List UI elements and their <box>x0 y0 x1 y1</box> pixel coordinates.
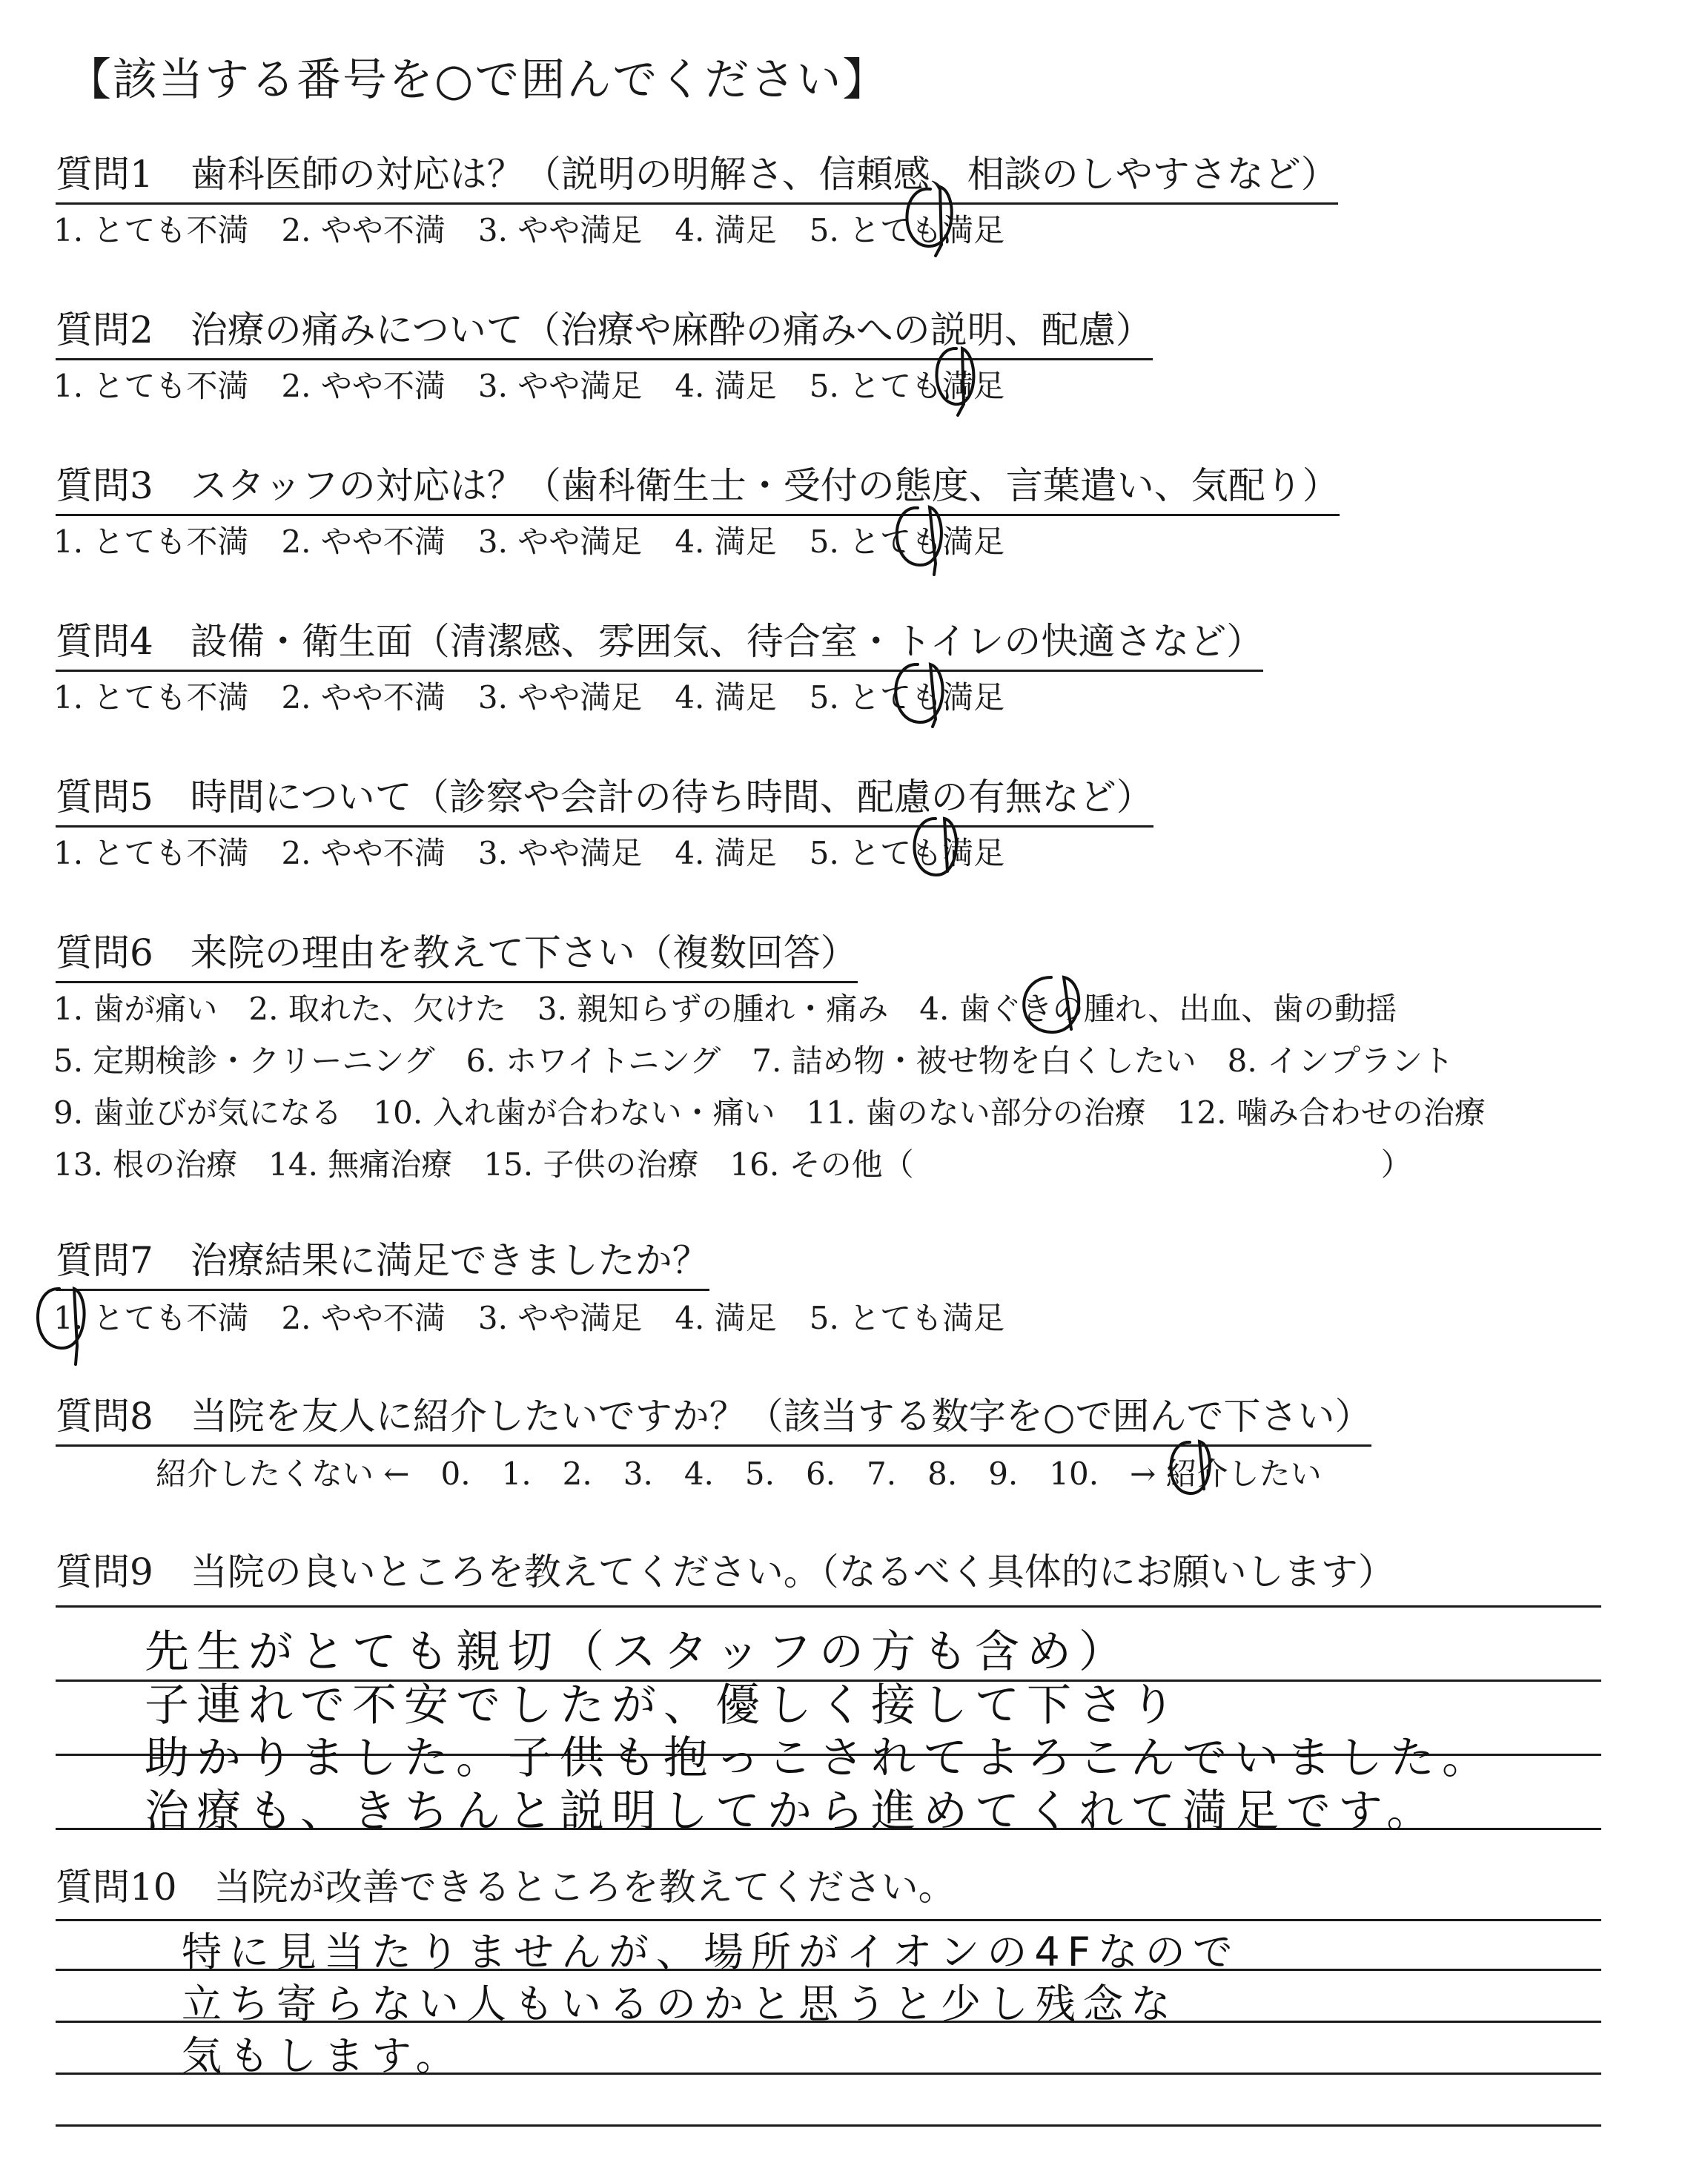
q3-option-2[interactable]: 2. やや不満 <box>281 524 446 560</box>
q9-answer-line-2: 子連れで不安でしたが、優しく接して下さり <box>145 1680 1182 1731</box>
q6-circle-mark <box>1024 977 1079 1032</box>
q7-circle-mark <box>38 1289 85 1364</box>
q5-option-3[interactable]: 3. やや満足 <box>477 835 643 871</box>
q8-scale[interactable]: 紹介したくない ← 0. 1. 2. 3. 4. 5. 6. 7. 8. 9. 10. → 紹介したい <box>156 1456 1322 1492</box>
question-7-title: 質問7 治療結果に満足できましたか？ <box>56 1231 709 1291</box>
q1-circle-mark <box>907 187 951 256</box>
q3-option-4[interactable]: 4. 満足 <box>675 524 777 560</box>
question-3-title: 質問3 スタッフの対応は？（歯科衛生士・受付の態度、言葉遣い、気配り） <box>56 456 1340 516</box>
q9-answer-line-4: 治療も、きちんと説明してから進めてくれて満足です。 <box>145 1786 1439 1837</box>
q7-option-5[interactable]: 5. とても満足 <box>809 1300 1005 1336</box>
q3-option-1[interactable]: 1. とても不満 <box>53 524 249 560</box>
q4-circle-mark <box>896 664 942 727</box>
q7-option-4[interactable]: 4. 満足 <box>675 1300 777 1336</box>
q10-answer-line-1: 特に見当たりませんが、場所がイオンの4Fなので <box>182 1929 1240 1975</box>
q4-option-1[interactable]: 1. とても不満 <box>53 679 249 716</box>
q7-option-2[interactable]: 2. やや不満 <box>281 1300 446 1336</box>
q6-row-3[interactable]: 9. 歯並びが気になる 10. 入れ歯が合わない・痛い 11. 歯のない部分の治療 12. 噛み合わせの治療 <box>53 1094 1486 1131</box>
q10-answer-line-2: 立ち寄らない人もいるのかと思うと少し残念な <box>182 1981 1178 2027</box>
question-5-title: 質問5 時間について（診察や会計の待ち時間、配慮の有無など） <box>56 767 1153 828</box>
q1-option-4[interactable]: 4. 満足 <box>675 212 777 248</box>
q6-row-4[interactable]: 13. 根の治療 14. 無痛治療 15. 子供の治療 16. その他（ ） <box>53 1146 1412 1183</box>
q9-answer-line-3: 助かりました。子供も抱っこされてよろこんでいました。 <box>145 1732 1494 1784</box>
q8-circle-mark <box>1171 1441 1209 1493</box>
q10-answer-line-3: 気もします。 <box>182 2032 463 2079</box>
q4-option-3[interactable]: 3. やや満足 <box>477 679 643 716</box>
question-8-title: 質問8 当院を友人に紹介したいですか？（該当する数字を○で囲んで下さい） <box>56 1387 1371 1447</box>
question-10-title: 質問10 当院が改善できるところを教えてください。 <box>56 1866 956 1909</box>
form-title: 【該当する番号を○で囲んでください】 <box>67 54 889 106</box>
q9-answer-line-1: 先生がとても親切（スタッフの方も含め） <box>145 1626 1131 1678</box>
q4-option-5[interactable]: 5. とても満足 <box>809 679 1005 716</box>
q6-row-1[interactable]: 1. 歯が痛い 2. 取れた、欠けた 3. 親知らずの腫れ・痛み 4. 歯ぐきの腫れ、出血、歯の動揺 <box>53 991 1397 1027</box>
q7-option-3[interactable]: 3. やや満足 <box>477 1300 643 1336</box>
q3-option-5[interactable]: 5. とても満足 <box>809 524 1005 560</box>
q5-circle-mark <box>914 819 956 875</box>
q1-option-5[interactable]: 5. とても満足 <box>809 212 1005 248</box>
question-6-title: 質問6 来院の理由を教えて下さい（複数回答） <box>56 923 858 983</box>
q5-option-2[interactable]: 2. やや不満 <box>281 835 446 871</box>
q2-circle-mark <box>936 349 973 415</box>
q2-option-4[interactable]: 4. 満足 <box>675 368 777 404</box>
q2-option-3[interactable]: 3. やや満足 <box>477 368 643 404</box>
q3-option-3[interactable]: 3. やや満足 <box>477 524 643 560</box>
q2-option-1[interactable]: 1. とても不満 <box>53 368 249 404</box>
q6-row-2[interactable]: 5. 定期検診・クリーニング 6. ホワイトニング 7. 詰め物・被せ物を白くしたい 8. インプラント <box>53 1043 1454 1079</box>
q5-option-5[interactable]: 5. とても満足 <box>809 835 1005 871</box>
q1-option-2[interactable]: 2. やや不満 <box>281 212 446 248</box>
question-4-title: 質問4 設備・衛生面（清潔感、雰囲気、待合室・トイレの快適さなど） <box>56 612 1263 672</box>
q2-option-2[interactable]: 2. やや不満 <box>281 368 446 404</box>
question-1-title: 質問1 歯科医師の対応は？（説明の明解さ、信頼感、相談のしやすさなど） <box>56 145 1338 205</box>
q2-option-5[interactable]: 5. とても満足 <box>809 368 1005 404</box>
q5-option-1[interactable]: 1. とても不満 <box>53 835 249 871</box>
question-2-title: 質問2 治療の痛みについて（治療や麻酔の痛みへの説明、配慮） <box>56 300 1153 360</box>
q1-option-3[interactable]: 3. やや満足 <box>477 212 643 248</box>
q5-option-4[interactable]: 4. 満足 <box>675 835 777 871</box>
q4-option-2[interactable]: 2. やや不満 <box>281 679 446 716</box>
q7-option-1[interactable]: 1. とても不満 <box>53 1300 249 1336</box>
q1-option-1[interactable]: 1. とても不満 <box>53 212 249 248</box>
q3-circle-mark <box>897 507 941 575</box>
question-9-title: 質問9 当院の良いところを教えてください。（なるべく具体的にお願いします） <box>56 1550 1395 1593</box>
q4-option-4[interactable]: 4. 満足 <box>675 679 777 716</box>
